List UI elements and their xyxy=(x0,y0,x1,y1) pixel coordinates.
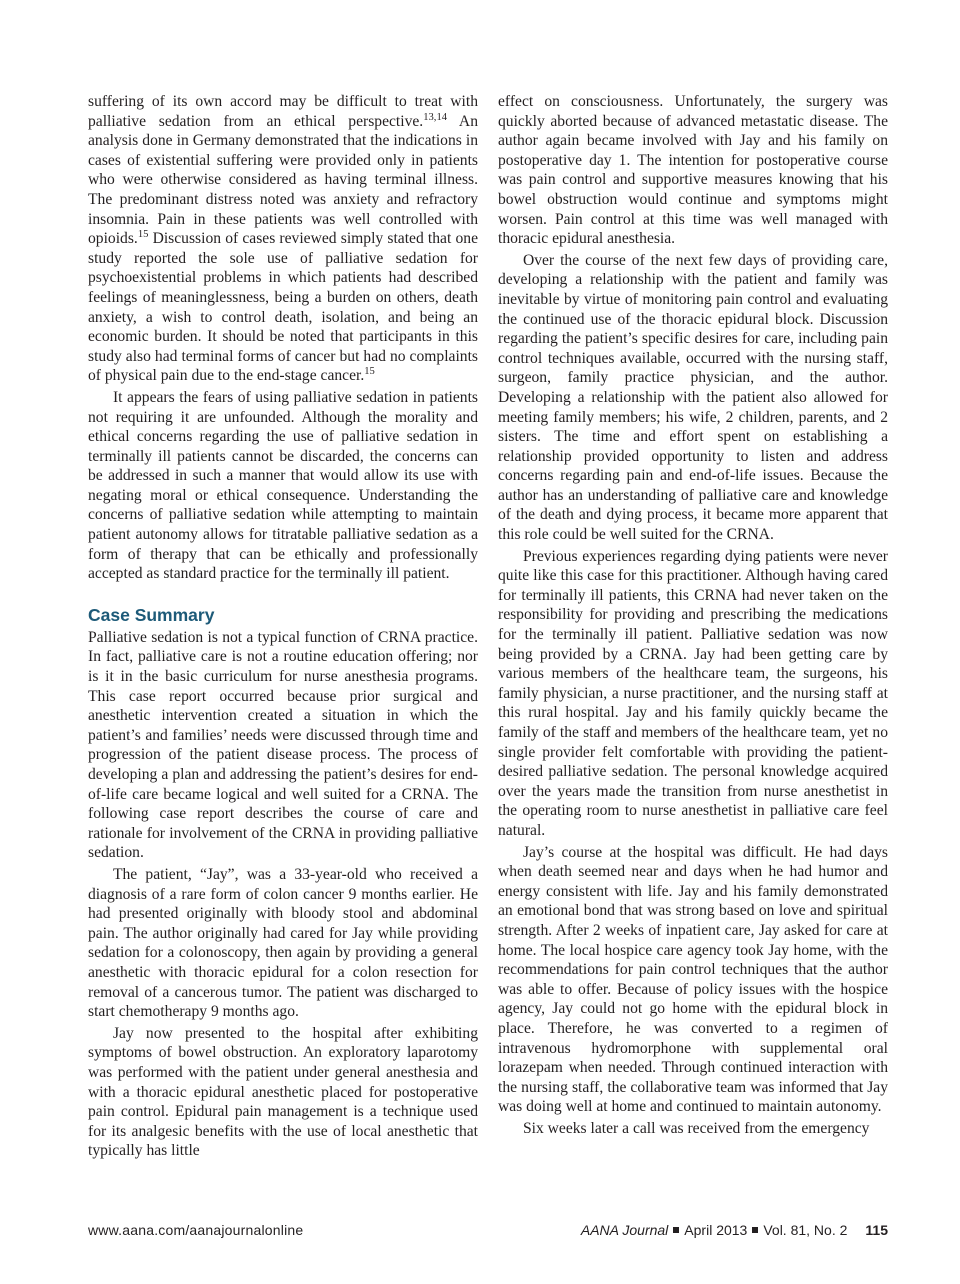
text-run: An analysis done in Germany demonstrated that the indications in cases of existential suffering were provided only in patients who were otherwise considered as having terminal illness. The predominant distress noted was anxiety and refractory insomnia. Pain in these patients was well controlled with opioids. xyxy=(88,112,478,248)
footer-date: April 2013 xyxy=(684,1222,748,1238)
text-run: Discussion of cases reviewed simply stated that one study reported the sole use of palliative sedation for psychoexistential problems in which patients had described feelings of meaninglessness, being a burden on others, death anxiety, a wish to control death, isolation, and being an economic burden. It should be noted that participants in this study also had terminal forms of cancer but had no complaints of physical pain due to the end-stage cancer. xyxy=(88,230,478,385)
square-bullet-icon xyxy=(752,1227,758,1233)
right-paragraph-4: Jay’s course at the hospital was difficult. He had days when death seemed near and days when he had humor and energy consistent with life. Jay and his family demonstrated an emotional bond that was strong based on love and spiritual strength. After 2 weeks of inpatient care, Jay asked for care at home. The local hospice care agency took Jay home, with the recommendations for pain control techniques that the author was able to offer. Because of policy issues with the hospice agency, Jay could not go home with the epidural block in place. Therefore, he was converted to a regimen of intravenous hydromorphone with supplemental oral lorazepam when needed. Through continued interaction with the nursing staff, the collaborative team was informed that Jay was doing well at home and continued to maintain autonomy. xyxy=(498,843,888,1116)
footer-volume: Vol. 81, No. 2 xyxy=(763,1222,848,1238)
left-paragraph-3: Palliative sedation is not a typical function of CRNA practice. In fact, palliative care is not a routine education offering; nor is it in the basic curriculum for nurse anesthesia programs. This case report occurred because prior surgical and anesthetic intervention created a situation in which the patient’s and families’ needs were discussed through time and progression of the patient disease process. The process of developing a plan and addressing the patient’s desires for end-of-life care became logical and well suited for a CRNA. The following case report describes the course of care and rationale for involvement of the CRNA in providing palliative sedation. xyxy=(88,628,478,862)
right-paragraph-3: Previous experiences regarding dying patients were never quite like this case for this practitioner. Although having cared for terminally ill patients, this CRNA had never taken on the responsibility for providing and prescribing the medications for the terminally ill patient. Palliative sedation was now being provided by a CRNA. Jay had been getting care by various members of the healthcare team, the surgeons, his family physician, a nurse practitioner, and the nursing staff at this rural hospital. Jay and his family quickly became the family of the staff and members of the healthcare team, yet no single provider felt comfortable with providing the patient-desired palliative sedation. The personal knowledge acquired over the years made the transition from nurse anesthetist in the operating room to nurse anesthetist in palliative care feel natural. xyxy=(498,547,888,839)
section-heading-case-summary: Case Summary xyxy=(88,604,215,625)
right-paragraph-2: Over the course of the next few days of providing care, developing a relationship with the patient and family was inevitable by virtue of monitoring pain control and evaluating the continued use of the thoracic epidural block. Discussion regarding the patient’s specific desires for care, including pain control techniques available, occurred with the nursing staff, surgeon, family practice physician, and the author. Developing a relationship with the patient also allowed for meeting family members; his wife, 2 children, parents, and 2 sisters. The time and effort spent on establishing a relationship provided opportunity to listen and address concerns regarding pain and end-of-life issues. Because the author has an understanding of palliative care and knowledge of the death and dying process, it became more apparent that this role could be well suited for the CRNA. xyxy=(498,251,888,544)
left-column xyxy=(88,92,478,1161)
page-footer xyxy=(88,1222,888,1244)
page-number: 115 xyxy=(865,1222,888,1238)
left-paragraph-1 xyxy=(88,92,478,386)
footer-url-link[interactable]: www.aana.com/aanajournalonline xyxy=(88,1222,304,1238)
left-paragraph-5: Jay now presented to the hospital after exhibiting symptoms of bowel obstruction. An exploratory laparotomy was performed with the patient under general anesthesia and with a thoracic epidural anesthetic placed for postoperative pain control. Epidural pain management is a technique used for its analgesic benefits with the use of local anesthetic that typically has little xyxy=(88,1024,478,1160)
left-paragraph-2: It appears the fears of using palliative sedation in patients not requiring it are unfounded. Although the morality and ethical concerns regarding the use of palliative sedation in terminally ill patients cannot be discarded, the concerns can be addressed in such a manner that would allow its use with negating moral or ethical consequence. Understanding the concerns of palliative sedation while attempting to maintain patient autonomy allows for titratable palliative sedation as a form of therapy that can be ethically and professionally accepted as standard practice for the terminally ill patient. xyxy=(88,388,478,583)
text-run: suffering of its own accord may be difficult to treat with palliative sedation from an ethical perspective. xyxy=(88,93,478,130)
citation-superscript: 15 xyxy=(364,366,375,378)
footer-journal-name: AANA Journal xyxy=(580,1222,669,1238)
square-bullet-icon xyxy=(673,1227,679,1233)
right-paragraph-5: Six weeks later a call was received from the emergency xyxy=(522,1119,870,1137)
citation-superscript: 13,14 xyxy=(423,111,448,123)
right-paragraph-1: effect on consciousness. Unfortunately, the surgery was quickly aborted because of advanced metastatic disease. The author again became involved with Jay and his family on postoperative day 1. The intention for postoperative course was pain control and supportive measures knowing that his bowel obstruction would continue and symptoms might worsen. Pain control at this time was well managed with thoracic epidural anesthesia. xyxy=(498,93,888,248)
left-paragraph-4: The patient, “Jay”, was a 33-year-old who received a diagnosis of a rare form of colon cancer 9 months earlier. He had presented originally with bloody stool and abdominal pain. The author originally had cared for Jay while providing sedation for a colonoscopy, then again by providing a general anesthetic with thoracic epidural for a colon resection for removal of a cancerous tumor. The patient was discharged to start chemotherapy 9 months ago. xyxy=(88,865,478,1021)
citation-superscript: 15 xyxy=(137,229,149,241)
right-column xyxy=(498,92,888,1138)
footer-citation xyxy=(581,1222,888,1238)
